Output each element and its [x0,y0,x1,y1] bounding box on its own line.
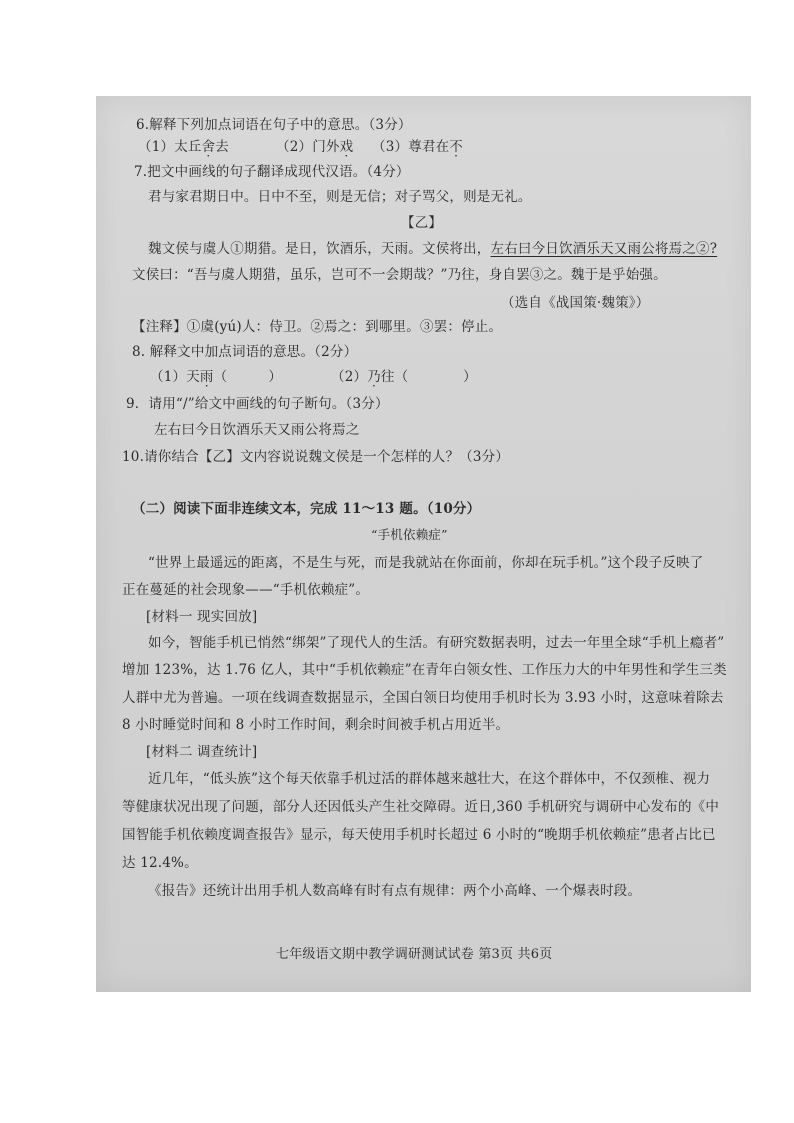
material-2-line-2: 等健康状况出现了问题，部分人还因低头产生社交障碍。近日,360 手机研究与调研中心发布的《中 [122,799,720,815]
material-1-line-1: 如今，智能手机已悄然“绑架”了现代人的生活。有研究数据表明，过去一年里全球“手机上瘾者” [148,635,725,651]
q6-item-2: （2）门外戏 [276,139,354,155]
q7-sentence: 君与家君期日中。日中不至，则是无信；对子骂父，则是无礼。 [148,189,532,205]
yi-heading: 【乙】 [401,215,443,231]
q6-item-3: （3）尊君在不 [372,139,463,155]
emphasis-dot-char: 乃 [367,369,381,385]
emphasis-dot-char: 戏 [339,139,354,155]
q6-item-1: （1）太丘舍去 [138,139,229,155]
material-2-line-4: 达 12.4%。 [122,855,198,871]
q8-stem: 8. 解释文中加点词语的意思。（2分） [132,344,358,360]
q9-sentence: 左右曰今日饮酒乐天又雨公将焉之 [154,422,360,438]
underlined-sentence: 左右曰今日饮酒乐天又雨公将焉之②? [490,241,718,257]
page-footer: 七年级语文期中教学调研测试试卷 第3页 共6页 [276,947,553,962]
article-title: “手机依赖症” [371,527,448,542]
q8-item-2: （2）乃往（ ） [331,369,477,385]
material-2-heading: [材料二 调查统计] [146,744,258,760]
material-2-line-5: 《报告》还统计出用手机人数高峰有时有点有规律：两个小高峰、一个爆表时段。 [148,883,642,899]
yi-notes: 【注释】①虞(yú)人：侍卫。②焉之：到哪里。③罢：停止。 [132,319,503,335]
intro-line-1: “世界上最遥远的距离，不是生与死，而是我就站在你面前，你却在玩手机。”这个段子反映了 [148,555,704,571]
emphasis-dot-char: 舍 [201,139,216,155]
material-1-heading: [材料一 现实回放] [146,609,258,625]
emphasis-dot-char: 不 [449,139,463,155]
q7-stem: 7.把文中画线的句子翻译成现代汉语。（4分） [134,164,410,180]
q9-stem: 9．请用“/”给文中画线的句子断句。（3分） [126,396,389,412]
material-2-line-3: 国智能手机依赖度调查报告》显示，每天使用手机时长超过 6 小时的“晚期手机依赖症”患者占比已 [122,827,716,843]
emphasis-dot-char: 雨 [199,369,214,385]
yi-source: （选自《战国策·魏策》） [501,295,650,311]
q6-stem: 6.解释下列加点词语在句子中的意思。（3分） [136,117,412,133]
yi-paragraph-2: 文侯曰：“吾与虞人期猎，虽乐，岂可不一会期哉？”乃往，身自罢③之。魏于是乎始强。 [132,267,667,283]
material-2-line-1: 近几年，“低头族”这个每天依靠手机过活的群体越来越壮大，在这个群体中，不仅颈椎、视力 [148,771,711,787]
q8-item-1: （1）天雨（ ） [150,369,283,385]
material-1-line-3: 人群中尤为普遍。一项在线调查数据显示，全国白领日均使用手机时长为 3.93 小时，这意味着除去 [122,690,724,706]
part2-heading: （二）阅读下面非连续文本，完成 11～13 题。（10分） [132,501,481,517]
material-1-line-4: 8 小时睡觉时间和 8 小时工作时间，剩余时间被手机占用近半。 [122,717,510,733]
material-1-line-2: 增加 123%，达 1.76 亿人，其中“手机依赖症”在青年白领女性、工作压力大的中年男性和学生三类 [122,662,727,678]
yi-paragraph-1: 魏文侯与虞人①期猎。是日，饮酒乐，天雨。文侯将出，左右曰今日饮酒乐天又雨公将焉之②? [148,241,718,257]
intro-line-2: 正在蔓延的社会现象——“手机依赖症”。 [122,582,370,598]
q10-stem: 10.请你结合【乙】文内容说说魏文侯是一个怎样的人？（3分） [122,449,510,465]
exam-page [96,96,751,992]
